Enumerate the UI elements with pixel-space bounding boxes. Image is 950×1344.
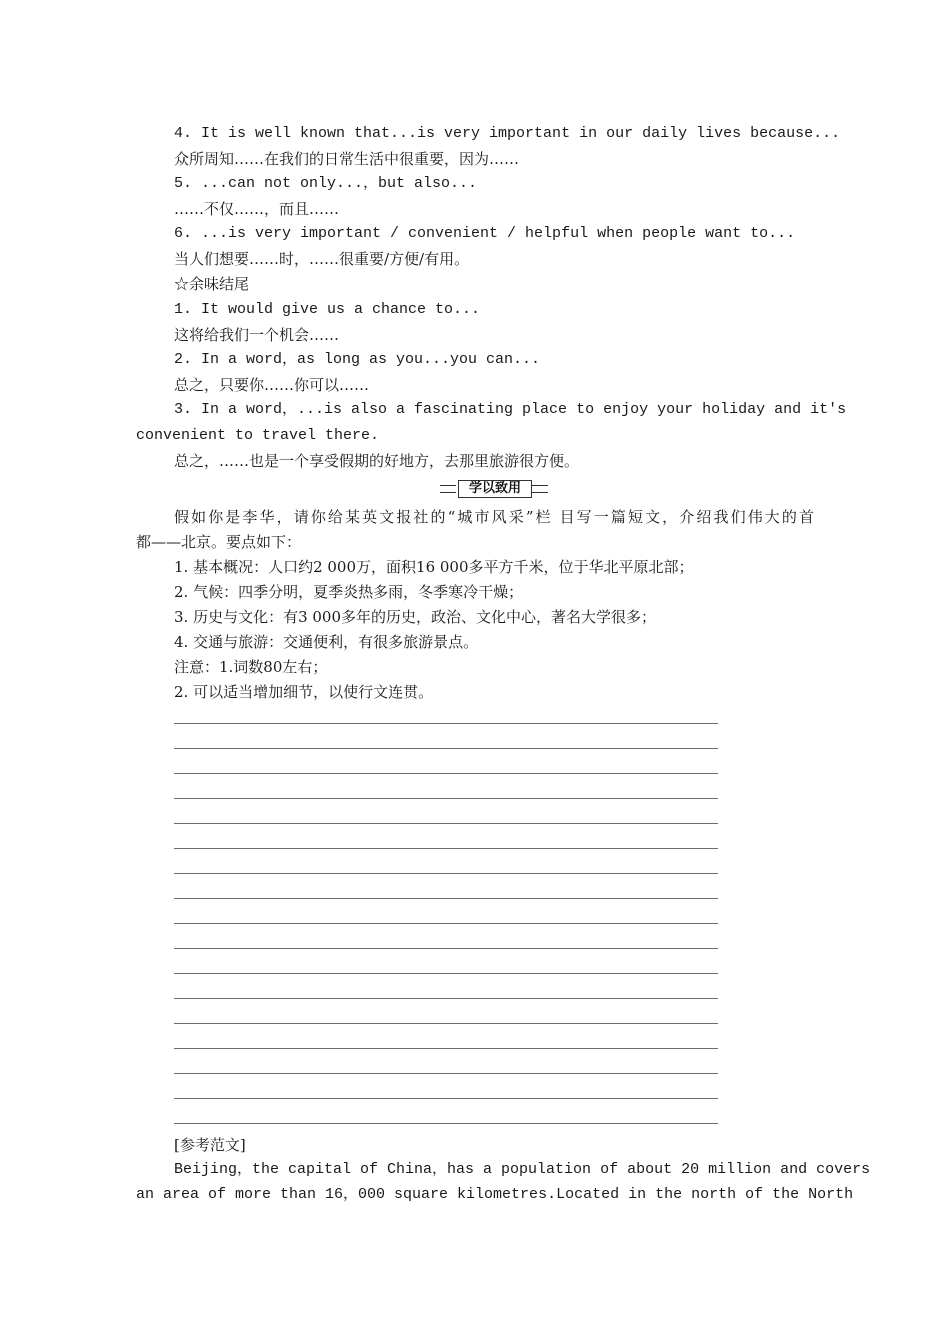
writing-line[interactable] [174,923,718,924]
writing-line[interactable] [174,898,718,899]
writing-line[interactable] [174,848,718,849]
writing-line[interactable] [174,723,718,724]
writing-line[interactable] [174,798,718,799]
point-1: 1. 基本概况：人口约2 000万，面积16 000多平方千米，位于华北平原北部； [174,558,694,576]
ending-2-cn: 总之，只要你……你可以…… [174,376,370,394]
prompt-line-1: 假如你是李华，请你给某英文报社的“城市风采”栏 目写一篇短文，介绍我们伟大的首 [174,508,814,526]
ending-heading: ☆余味结尾 [174,275,250,293]
writing-line[interactable] [174,1023,718,1024]
reference-line-2: an area of more than 16，000 square kilometres.Located in the north of the North [136,1186,854,1203]
ending-2-en: 2. In a word，as long as you...you can... [174,351,541,368]
writing-line[interactable] [174,773,718,774]
writing-line[interactable] [174,948,718,949]
note-2: 2. 可以适当增加细节，以使行文连贯。 [174,683,434,701]
ending-3-en-line2: convenient to travel there. [136,427,380,444]
writing-line[interactable] [174,873,718,874]
note-1: 注意：1.词数80左右； [174,658,328,676]
point-3: 3. 历史与文化：有3 000多年的历史，政治、文化中心，著名大学很多； [174,608,657,626]
ending-1-cn: 这将给我们一个机会…… [174,326,340,344]
writing-line[interactable] [174,823,718,824]
point-2: 2. 气候：四季分明，夏季炎热多雨，冬季寒冷干燥； [174,583,524,601]
point-4: 4. 交通与旅游：交通便利，有很多旅游景点。 [174,633,479,651]
writing-line[interactable] [174,973,718,974]
writing-line[interactable] [174,1048,718,1049]
practice-banner [440,479,548,499]
writing-line[interactable] [174,1123,718,1124]
ending-3-en-line1: 3. In a word，...is also a fascinating place to enjoy your holiday and it's [174,401,847,418]
banner-right-rule [532,485,548,493]
writing-line[interactable] [174,998,718,999]
phrase-4-en: 4. It is well known that...is very important in our daily lives because... [174,125,841,142]
phrase-5-en: 5. ...can not only...，but also... [174,175,478,192]
ending-1-en: 1. It would give us a chance to... [174,301,481,318]
phrase-5-cn: ……不仅……，而且…… [174,200,340,218]
phrase-6-en: 6. ...is very important / convenient / helpful when people want to... [174,225,796,242]
phrase-4-cn: 众所周知……在我们的日常生活中很重要，因为…… [174,150,520,168]
banner-left-rule [440,485,456,493]
prompt-line-2: 都——北京。要点如下： [136,533,302,551]
writing-line[interactable] [174,1073,718,1074]
writing-line[interactable] [174,748,718,749]
reference-line-1: Beijing，the capital of China，has a population of about 20 million and covers [174,1161,871,1178]
ending-3-cn: 总之，……也是一个享受假期的好地方，去那里旅游很方便。 [174,452,580,470]
reference-heading: [参考范文] [174,1136,246,1154]
phrase-6-cn: 当人们想要……时，……很重要/方便/有用。 [174,250,470,268]
banner-label: 学以致用 [458,480,532,498]
writing-line[interactable] [174,1098,718,1099]
